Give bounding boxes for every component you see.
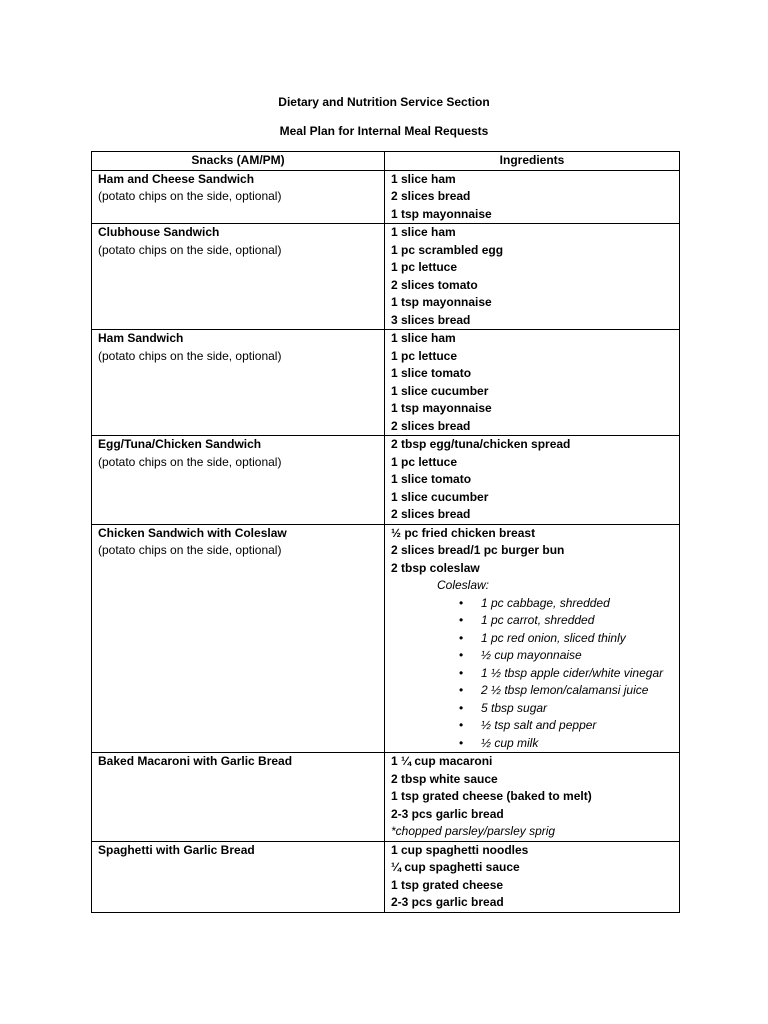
- sub-recipe-item: • 2 ½ tbsp lemon/calamansi juice: [481, 682, 679, 700]
- ingredient-item: 2 slices bread/1 pc burger bun: [391, 543, 565, 557]
- ingredients-cell: [385, 330, 680, 436]
- ingredient-item: 1 slice ham: [391, 331, 456, 345]
- dish-cell: [92, 524, 385, 753]
- dish-note: (potato chips on the side, optional): [98, 189, 282, 203]
- ingredient-item: 1 slice tomato: [391, 366, 472, 380]
- ingredient-item: 1 slice cucumber: [391, 383, 489, 398]
- ingredient-item: 2 tbsp white sauce: [391, 771, 498, 786]
- table-row: [92, 524, 680, 753]
- dish-name: Ham and Cheese Sandwich: [98, 171, 255, 186]
- sub-recipe-item: • 1 ½ tbsp apple cider/white vinegar: [481, 665, 679, 683]
- dish-name: Chicken Sandwich with Coleslaw: [98, 525, 287, 540]
- table-row: [92, 841, 680, 912]
- ingredient-item: 1 pc lettuce: [391, 260, 458, 274]
- sub-recipe-item: • ½ cup mayonnaise: [481, 647, 679, 665]
- sub-recipe-list: [391, 595, 679, 753]
- dish-name: Spaghetti with Garlic Bread: [98, 842, 255, 857]
- dish-cell: [92, 170, 385, 224]
- ingredient-item: 2 slices tomato: [391, 277, 478, 292]
- ingredient-item: 2-3 pcs garlic bread: [391, 806, 504, 821]
- dish-cell: [92, 841, 385, 912]
- ingredient-item: 1 pc lettuce: [391, 454, 458, 469]
- sub-recipe-item: • 1 pc red onion, sliced thinly: [481, 630, 679, 648]
- snacks-column-header: Snacks (AM/PM): [92, 152, 385, 171]
- ingredient-item: 1 tsp mayonnaise: [391, 295, 492, 309]
- ingredient-item: 1 cup spaghetti noodles: [391, 842, 529, 857]
- sub-recipe-item: • ½ cup milk: [481, 735, 679, 753]
- document-subtitle: Meal Plan for Internal Meal Requests: [279, 124, 489, 138]
- dish-note: (potato chips on the side, optional): [98, 454, 282, 469]
- table-row: [92, 330, 680, 436]
- ingredient-item: 1 pc scrambled egg: [391, 242, 504, 257]
- table-row: [92, 753, 680, 842]
- dish-note: (potato chips on the side, optional): [98, 543, 282, 557]
- ingredient-item: 1 slice ham: [391, 225, 456, 239]
- dish-cell: [92, 330, 385, 436]
- ingredients-cell: [385, 224, 680, 330]
- document-title: Dietary and Nutrition Service Section: [278, 95, 490, 109]
- ingredient-item: 1 slice cucumber: [391, 489, 489, 504]
- ingredient-item: 1 tsp grated cheese (baked to melt): [391, 789, 592, 803]
- ingredient-item: 1 slice ham: [391, 171, 456, 186]
- table-body: [92, 170, 680, 912]
- table-row: [92, 224, 680, 330]
- ingredient-item: 1 slice tomato: [391, 472, 472, 486]
- garnish-item: *chopped parsley/parsley sprig: [391, 824, 556, 838]
- ingredient-item: 2 tbsp egg/tuna/chicken spread: [391, 437, 571, 451]
- ingredients-cell: [385, 436, 680, 525]
- ingredient-item: ½ pc fried chicken breast: [391, 525, 536, 540]
- ingredients-cell: [385, 524, 680, 753]
- table-row: [92, 436, 680, 525]
- dish-note: (potato chips on the side, optional): [98, 242, 282, 257]
- sub-recipe-item: • 1 pc cabbage, shredded: [481, 595, 679, 613]
- dish-note: (potato chips on the side, optional): [98, 348, 282, 363]
- ingredient-item: 2 tbsp coleslaw: [391, 560, 480, 575]
- sub-recipe-item: • 5 tbsp sugar: [481, 700, 679, 718]
- ingredient-item: 1 tsp grated cheese: [391, 877, 504, 892]
- dish-cell: [92, 436, 385, 525]
- sub-recipe-title: Coleslaw:: [437, 578, 490, 592]
- dish-name: Egg/Tuna/Chicken Sandwich: [98, 437, 262, 451]
- dish-name: Ham Sandwich: [98, 331, 184, 345]
- ingredient-item: 2 slices bread: [391, 418, 471, 433]
- ingredient-item: 1 ¼ cup macaroni: [391, 754, 493, 768]
- dish-name: Clubhouse Sandwich: [98, 225, 220, 239]
- ingredients-cell: [385, 170, 680, 224]
- sub-recipe-item: • ½ tsp salt and pepper: [481, 717, 679, 735]
- ingredient-item: 1 pc lettuce: [391, 348, 458, 363]
- ingredient-item: 1 tsp mayonnaise: [391, 206, 492, 221]
- ingredient-item: 2 slices bread: [391, 189, 471, 203]
- table-header-row: [92, 152, 680, 171]
- ingredient-item: ¼ cup spaghetti sauce: [391, 860, 520, 874]
- sub-recipe-item: • 1 pc carrot, shredded: [481, 612, 679, 630]
- dish-name: Baked Macaroni with Garlic Bread: [98, 754, 293, 768]
- ingredients-cell: [385, 841, 680, 912]
- ingredient-item: 2 slices bread: [391, 507, 471, 521]
- ingredient-item: 2-3 pcs garlic bread: [391, 895, 504, 909]
- ingredients-column-header: Ingredients: [385, 152, 680, 171]
- ingredient-item: 3 slices bread: [391, 312, 471, 327]
- dish-cell: [92, 224, 385, 330]
- table-row: [92, 170, 680, 224]
- meal-plan-table: [91, 151, 680, 913]
- ingredient-item: 1 tsp mayonnaise: [391, 401, 492, 415]
- dish-cell: [92, 753, 385, 842]
- ingredients-cell: [385, 753, 680, 842]
